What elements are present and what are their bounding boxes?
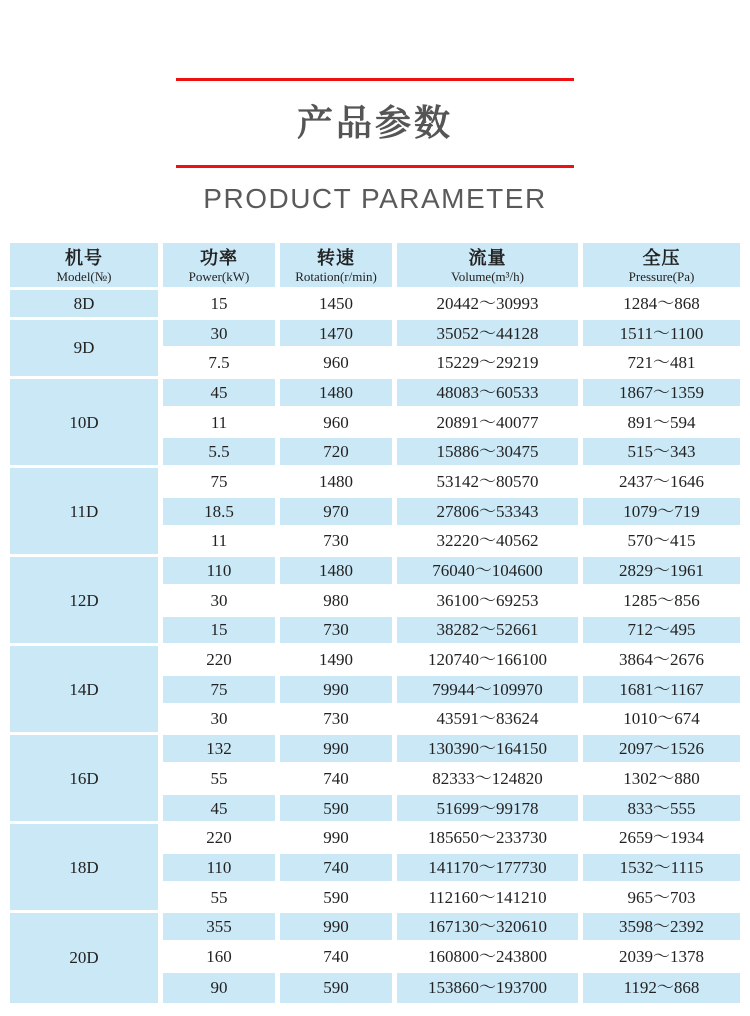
pressure-cell: 3864～2676 bbox=[583, 646, 740, 676]
column-header-power bbox=[163, 243, 280, 290]
rotation-cell: 740 bbox=[280, 943, 397, 973]
pressure-cell: 1867～1359 bbox=[583, 379, 740, 409]
column-header-en: Rotation(r/min) bbox=[295, 268, 377, 284]
rotation-cell: 1480 bbox=[280, 557, 397, 587]
rotation-cell: 590 bbox=[280, 884, 397, 914]
volume-cell: 130390～164150 bbox=[397, 735, 583, 765]
volume-cell: 167130～320610 bbox=[397, 913, 583, 943]
power-cell: 15 bbox=[163, 290, 280, 320]
pressure-cell: 2659～1934 bbox=[583, 824, 740, 854]
volume-cell: 32220～40562 bbox=[397, 528, 583, 558]
model-cell: 10D bbox=[10, 379, 163, 468]
volume-cell: 51699～99178 bbox=[397, 795, 583, 825]
power-cell: 55 bbox=[163, 765, 280, 795]
volume-cell: 20891～40077 bbox=[397, 409, 583, 439]
red-divider-bottom bbox=[176, 165, 574, 168]
column-header-rotation bbox=[280, 243, 397, 290]
pressure-cell: 1284～868 bbox=[583, 290, 740, 320]
rotation-cell: 590 bbox=[280, 973, 397, 1003]
pressure-cell: 515～343 bbox=[583, 438, 740, 468]
volume-cell: 15886～30475 bbox=[397, 438, 583, 468]
rotation-cell: 1470 bbox=[280, 320, 397, 350]
table-row bbox=[10, 557, 740, 587]
power-cell: 30 bbox=[163, 320, 280, 350]
rotation-cell: 960 bbox=[280, 349, 397, 379]
table-row bbox=[10, 290, 740, 320]
pressure-cell: 1079～719 bbox=[583, 498, 740, 528]
model-cell: 20D bbox=[10, 913, 163, 1002]
pressure-cell: 570～415 bbox=[583, 528, 740, 558]
column-header-cn: 机号 bbox=[65, 247, 103, 268]
volume-cell: 120740～166100 bbox=[397, 646, 583, 676]
rotation-cell: 740 bbox=[280, 854, 397, 884]
column-header-cn: 流量 bbox=[468, 247, 507, 268]
model-cell: 11D bbox=[10, 468, 163, 557]
volume-cell: 153860～193700 bbox=[397, 973, 583, 1003]
pressure-cell: 891～594 bbox=[583, 409, 740, 439]
rotation-cell: 990 bbox=[280, 824, 397, 854]
power-cell: 30 bbox=[163, 706, 280, 736]
pressure-cell: 2437～1646 bbox=[583, 468, 740, 498]
pressure-cell: 1285～856 bbox=[583, 587, 740, 617]
volume-cell: 20442～30993 bbox=[397, 290, 583, 320]
rotation-cell: 740 bbox=[280, 765, 397, 795]
column-header-en: Power(kW) bbox=[188, 268, 250, 284]
pressure-cell: 1511～1100 bbox=[583, 320, 740, 350]
power-cell: 5.5 bbox=[163, 438, 280, 468]
volume-cell: 48083～60533 bbox=[397, 379, 583, 409]
pressure-cell: 2039～1378 bbox=[583, 943, 740, 973]
rotation-cell: 990 bbox=[280, 913, 397, 943]
column-header-en: Volume(m³/h) bbox=[451, 268, 524, 284]
rotation-cell: 730 bbox=[280, 706, 397, 736]
column-header-en: Pressure(Pa) bbox=[628, 268, 695, 284]
model-cell: 9D bbox=[10, 320, 163, 379]
volume-cell: 160800～243800 bbox=[397, 943, 583, 973]
table-row bbox=[10, 646, 740, 676]
rotation-cell: 720 bbox=[280, 438, 397, 468]
column-header-volume bbox=[397, 243, 583, 290]
rotation-cell: 1450 bbox=[280, 290, 397, 320]
red-divider-top bbox=[176, 78, 574, 81]
table-row bbox=[10, 913, 740, 943]
volume-cell: 36100～69253 bbox=[397, 587, 583, 617]
volume-cell: 82333～124820 bbox=[397, 765, 583, 795]
power-cell: 110 bbox=[163, 854, 280, 884]
table-row bbox=[10, 735, 740, 765]
pressure-cell: 965～703 bbox=[583, 884, 740, 914]
power-cell: 220 bbox=[163, 646, 280, 676]
power-cell: 160 bbox=[163, 943, 280, 973]
pressure-cell: 3598～2392 bbox=[583, 913, 740, 943]
power-cell: 45 bbox=[163, 795, 280, 825]
rotation-cell: 990 bbox=[280, 676, 397, 706]
power-cell: 15 bbox=[163, 617, 280, 647]
pressure-cell: 833～555 bbox=[583, 795, 740, 825]
pressure-cell: 712～495 bbox=[583, 617, 740, 647]
volume-cell: 76040～104600 bbox=[397, 557, 583, 587]
volume-cell: 43591～83624 bbox=[397, 706, 583, 736]
power-cell: 132 bbox=[163, 735, 280, 765]
table-row bbox=[10, 379, 740, 409]
section-title-en: PRODUCT PARAMETER bbox=[203, 183, 547, 214]
column-header-model bbox=[10, 243, 163, 290]
power-cell: 45 bbox=[163, 379, 280, 409]
pressure-cell: 1010～674 bbox=[583, 706, 740, 736]
model-cell: 16D bbox=[10, 735, 163, 824]
rotation-cell: 1490 bbox=[280, 646, 397, 676]
model-cell: 18D bbox=[10, 824, 163, 913]
column-header-cn: 功率 bbox=[200, 247, 238, 268]
table-row bbox=[10, 320, 740, 350]
volume-cell: 15229～29219 bbox=[397, 349, 583, 379]
pressure-cell: 1192～868 bbox=[583, 973, 740, 1003]
power-cell: 11 bbox=[163, 409, 280, 439]
rotation-cell: 980 bbox=[280, 587, 397, 617]
table-row bbox=[10, 468, 740, 498]
volume-cell: 185650～233730 bbox=[397, 824, 583, 854]
column-header-pressure bbox=[583, 243, 740, 290]
section-title-cn: 产品参数 bbox=[296, 102, 453, 143]
pressure-cell: 2829～1961 bbox=[583, 557, 740, 587]
rotation-cell: 1480 bbox=[280, 379, 397, 409]
rotation-cell: 590 bbox=[280, 795, 397, 825]
column-header-cn: 全压 bbox=[642, 247, 681, 268]
rotation-cell: 990 bbox=[280, 735, 397, 765]
model-cell: 12D bbox=[10, 557, 163, 646]
power-cell: 18.5 bbox=[163, 498, 280, 528]
parameter-table bbox=[10, 243, 740, 1003]
power-cell: 355 bbox=[163, 913, 280, 943]
power-cell: 55 bbox=[163, 884, 280, 914]
pressure-cell: 1532～1115 bbox=[583, 854, 740, 884]
rotation-cell: 730 bbox=[280, 617, 397, 647]
table-row bbox=[10, 824, 740, 854]
power-cell: 75 bbox=[163, 676, 280, 706]
power-cell: 7.5 bbox=[163, 349, 280, 379]
rotation-cell: 1480 bbox=[280, 468, 397, 498]
pressure-cell: 721～481 bbox=[583, 349, 740, 379]
rotation-cell: 970 bbox=[280, 498, 397, 528]
power-cell: 110 bbox=[163, 557, 280, 587]
column-header-en: Model(№) bbox=[56, 268, 112, 284]
model-cell: 8D bbox=[10, 290, 163, 320]
pressure-cell: 1302～880 bbox=[583, 765, 740, 795]
power-cell: 30 bbox=[163, 587, 280, 617]
power-cell: 11 bbox=[163, 528, 280, 558]
volume-cell: 141170～177730 bbox=[397, 854, 583, 884]
rotation-cell: 730 bbox=[280, 528, 397, 558]
volume-cell: 38282～52661 bbox=[397, 617, 583, 647]
volume-cell: 27806～53343 bbox=[397, 498, 583, 528]
model-cell: 14D bbox=[10, 646, 163, 735]
power-cell: 220 bbox=[163, 824, 280, 854]
rotation-cell: 960 bbox=[280, 409, 397, 439]
volume-cell: 79944～109970 bbox=[397, 676, 583, 706]
power-cell: 90 bbox=[163, 973, 280, 1003]
volume-cell: 53142～80570 bbox=[397, 468, 583, 498]
volume-cell: 35052～44128 bbox=[397, 320, 583, 350]
table-header-row bbox=[10, 243, 740, 290]
power-cell: 75 bbox=[163, 468, 280, 498]
pressure-cell: 2097～1526 bbox=[583, 735, 740, 765]
column-header-cn: 转速 bbox=[317, 247, 355, 268]
pressure-cell: 1681～1167 bbox=[583, 676, 740, 706]
volume-cell: 112160～141210 bbox=[397, 884, 583, 914]
